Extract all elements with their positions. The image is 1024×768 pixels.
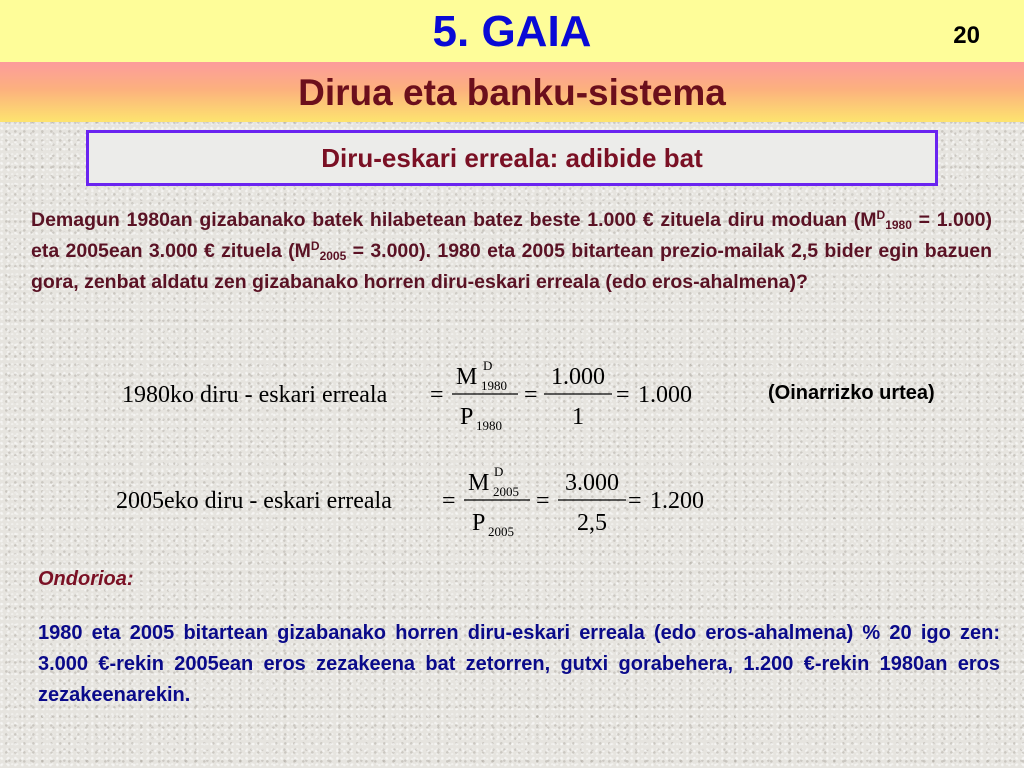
conclusion-label: Ondorioa: (38, 568, 134, 590)
formula-1980-result: 1.000 (638, 382, 692, 408)
formula-2005-label: 2005eko diru - eskari erreala (116, 488, 392, 514)
formula-2005-equals-2: = (536, 488, 550, 514)
formula-1980-equals-1: = (430, 382, 444, 408)
formula-2005-numerator-value: 3.000 (565, 470, 619, 496)
formula-1980 (100, 350, 740, 445)
formula-2005-equals-1: = (442, 488, 456, 514)
page-number: 20 (953, 22, 980, 49)
formula-1980-numerator-value: 1.000 (551, 364, 605, 390)
formula-1980-denominator-sub: 1980 (476, 418, 502, 433)
problem-text-1: Demagun 1980an gizabanako batek hilabetean batez beste 1.000 € zituela diru moduan (M (31, 209, 877, 231)
formula-1980-numerator-symbol: M (456, 364, 478, 390)
problem-text-2: = 1.000) eta 2005ean 3.000 € zituela (M (31, 209, 992, 262)
formula-1980-label: 1980ko diru - eskari erreala (122, 382, 388, 408)
formula-2005-denominator-sub: 2005 (488, 524, 514, 539)
problem-sup-1: D (876, 208, 886, 222)
example-title: Diru-eskari erreala: adibide bat (321, 143, 703, 173)
formula-1980-numerator-sup: D (483, 358, 493, 373)
base-year-note: (Oinarrizko urtea) (768, 382, 935, 404)
problem-statement (31, 205, 992, 298)
formula-2005-equals-3: = (628, 488, 642, 514)
formula-2005-result: 1.200 (650, 488, 704, 514)
problem-text-3: = 3.000). 1980 eta 2005 bitartean prezio-mailak 2,5 bider egin bazuen gora, zenbat aldatu zen gizabanako horren diru-eskari erreala (edo eros-ahalmena)? (31, 240, 992, 293)
formula-2005-numerator-sub: 2005 (493, 484, 519, 499)
problem-sub-2: 2005 (319, 249, 347, 263)
formula-1980-equals-3: = (616, 382, 630, 408)
conclusion-text: 1980 eta 2005 bitartean gizabanako horren diru-eskari erreala (edo eros-ahalmena) % 20 igo zen: 3.000 €-rekin 2005ean eros zezakeena bat zetorren, gutxi gorabehera, 1.200 €-rekin 1980an eros zezakeenarekin. (38, 622, 1000, 706)
formula-2005-numerator-sup: D (494, 464, 504, 479)
problem-sup-2: D (310, 239, 320, 253)
formula-1980-numerator-sub: 1980 (481, 378, 507, 393)
formula-2005-denominator-symbol: P (472, 510, 486, 536)
example-title-box (86, 130, 938, 186)
formula-2005 (100, 456, 740, 551)
slide-title: 5. GAIA (432, 7, 592, 56)
formula-2005-numerator-symbol: M (468, 470, 490, 496)
formula-1980-denominator-symbol: P (460, 404, 474, 430)
formula-1980-denominator-value: 1 (572, 404, 584, 430)
slide-subtitle: Dirua eta banku-sistema (298, 72, 726, 113)
formula-1980-equals-2: = (524, 382, 538, 408)
formula-2005-denominator-value: 2,5 (577, 510, 607, 536)
problem-sub-1: 1980 (885, 218, 912, 232)
